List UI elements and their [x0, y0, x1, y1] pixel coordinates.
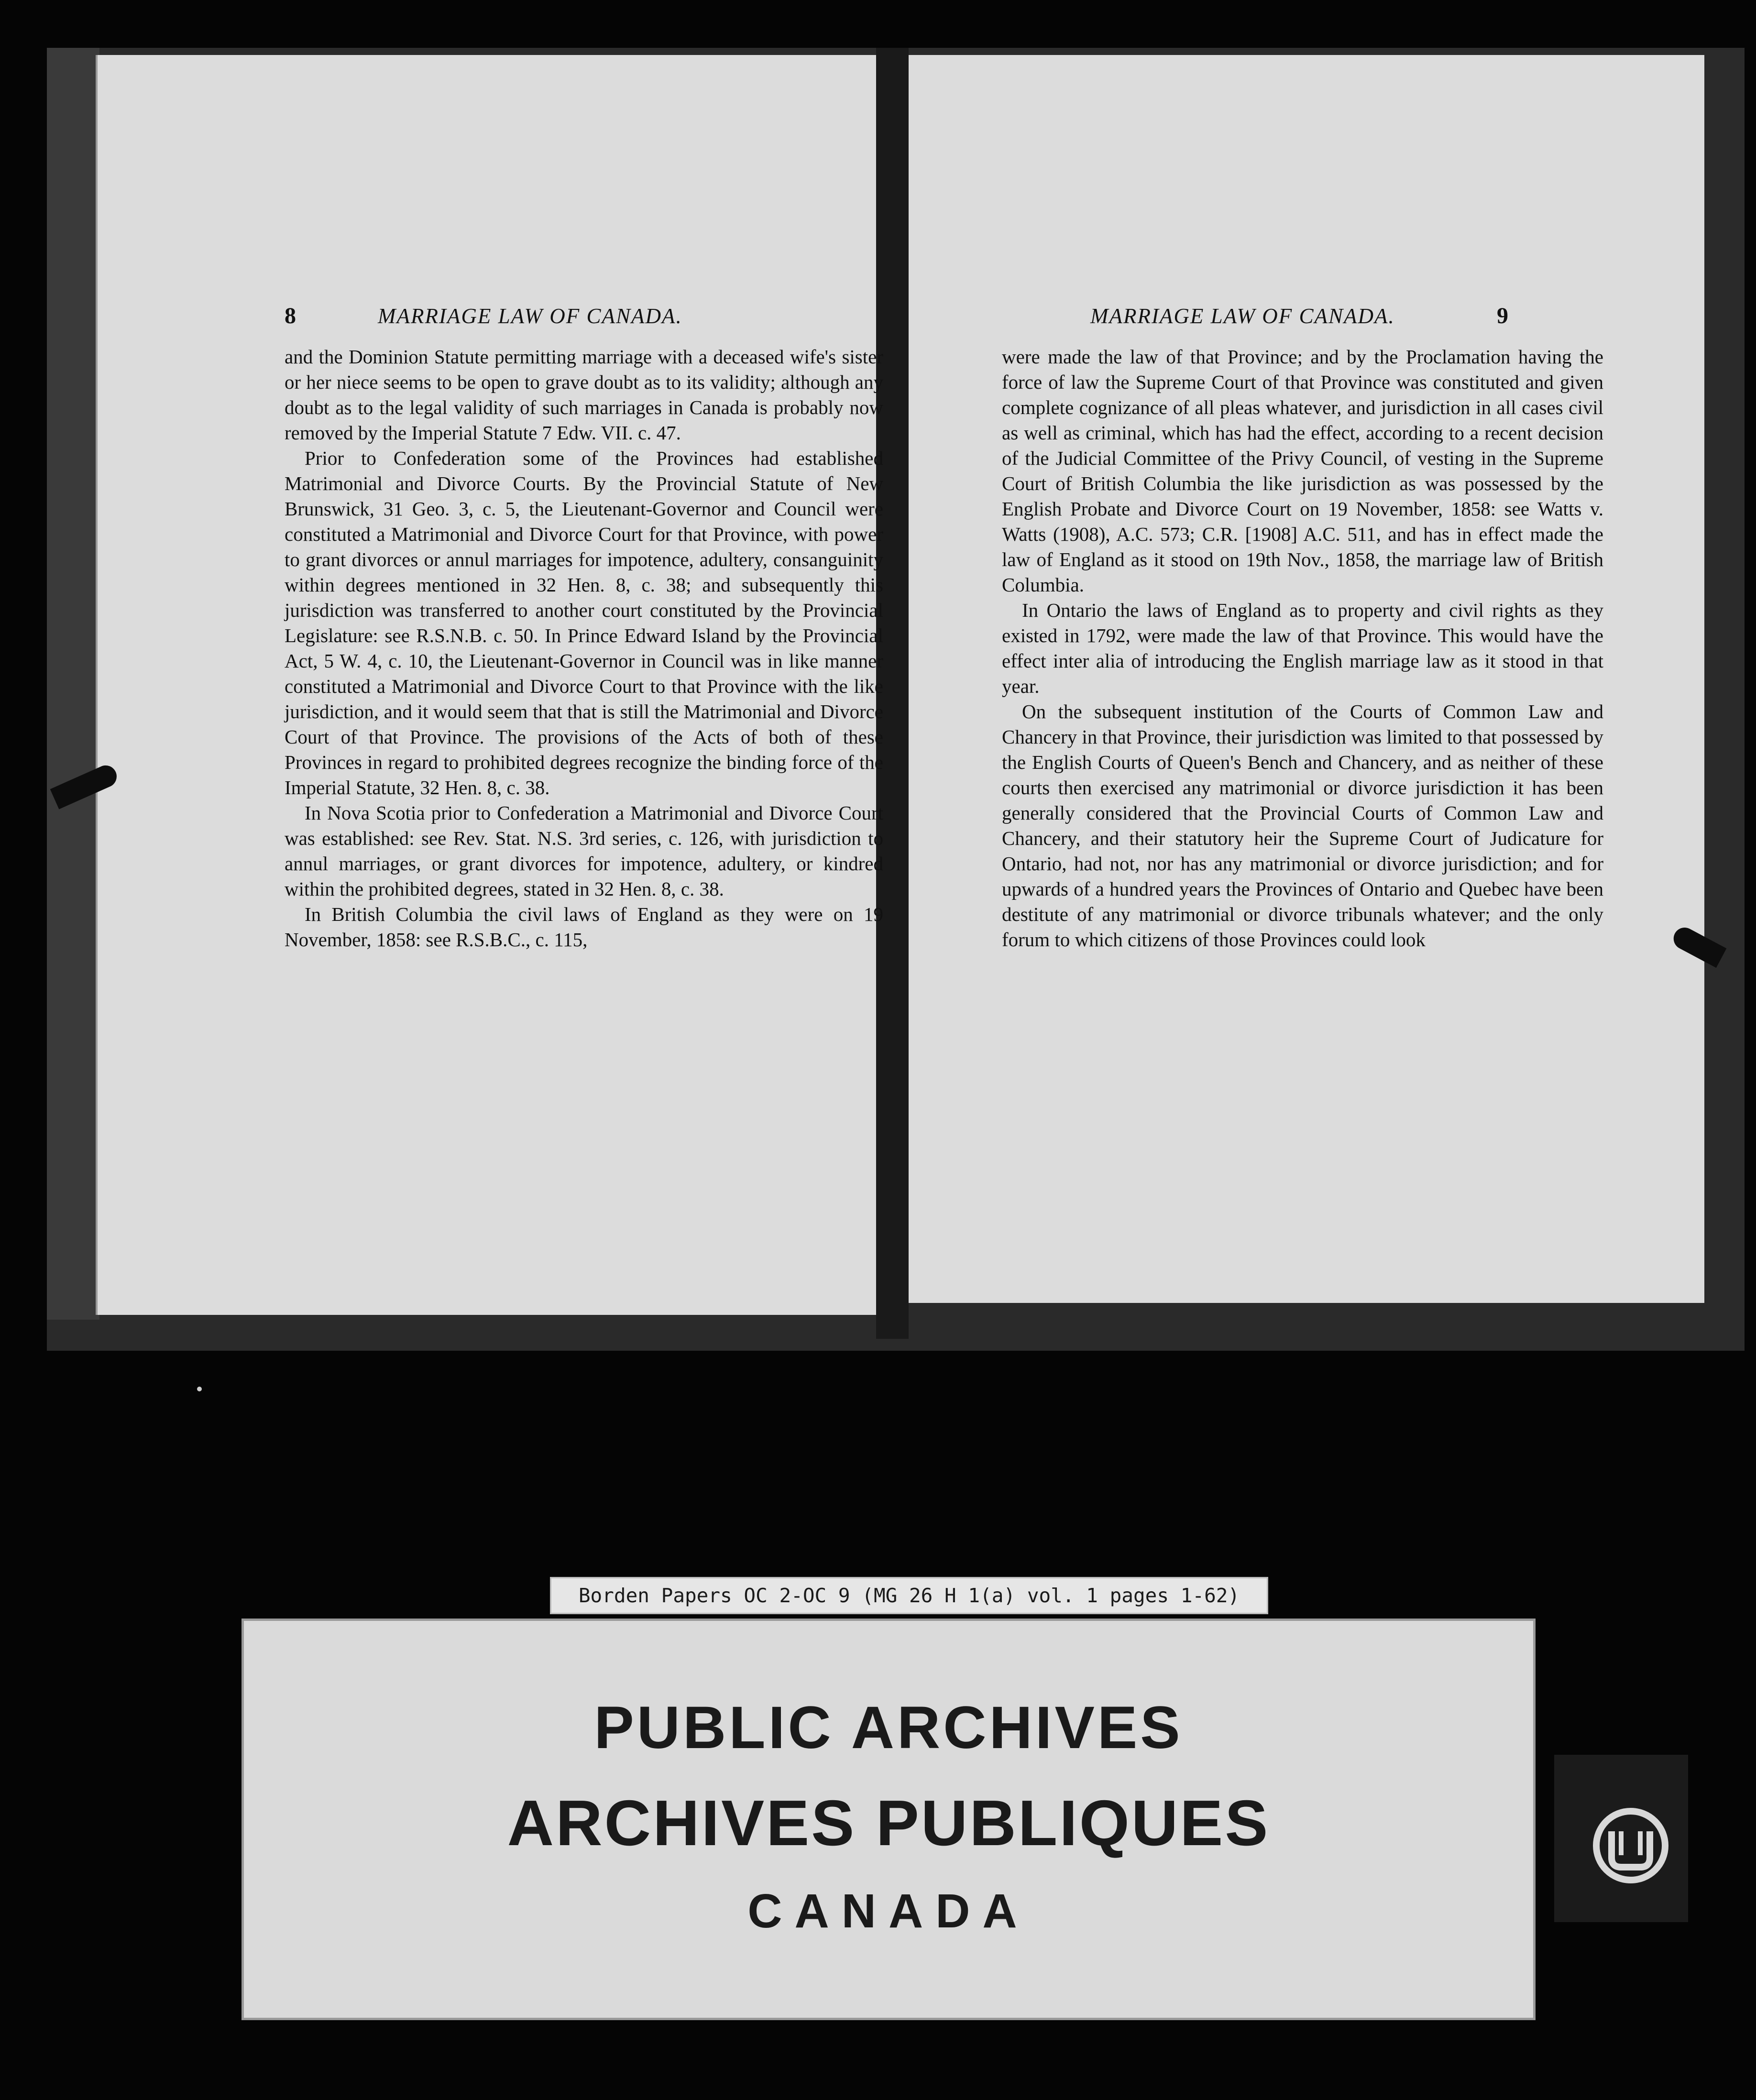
page-number: 9 [1497, 303, 1508, 328]
paragraph: In Nova Scotia prior to Confederation a Matrimonial and Divorce Court was established: see Rev. Stat. N.S. 3rd series, c. 126, with jurisdiction to annul marriages, or grant divorces for impotence, adultery, or kindred within the prohibited degrees, stated in 32 Hen. 8, c. 38. [285, 802, 883, 900]
right-page [909, 55, 1704, 1303]
paragraph: In British Columbia the civil laws of England as they were on 19 November, 1858: see R.S.B.C., c. 115, [285, 903, 883, 951]
paragraph: In Ontario the laws of England as to property and civil rights as they existed in 1792, were made the law of that Province. This would have the effect inter alia of introducing the English marriage law as it stood in that year. [1002, 599, 1603, 697]
archives-card [241, 1619, 1536, 2020]
paragraph: On the subsequent institution of the Courts of Common Law and Chancery in that Province, their jurisdiction was limited to that possessed by the English Courts of Queen's Bench and Chancery, and as neither of these courts then exercised any matrimonial or divorce jurisdiction it has been generally considered that the Provincial Courts of Common Law and Chancery, and their statutory heir the Supreme Court of Judicature for Ontario, had not, nor has any matrimonial or divorce jurisdiction; and for upwards of a hundred years the Provinces of Ontario and Quebec have been destitute of any matrimonial or divorce tribunals whatever; and the only forum to which citizens of those Provinces could look [1002, 700, 1603, 951]
card-country: CANADA [747, 1884, 1030, 1938]
book-edge [47, 48, 99, 1320]
left-page [96, 55, 883, 1315]
card-title-english: PUBLIC ARCHIVES [594, 1695, 1183, 1761]
running-head: MARRIAGE LAW OF CANADA. [378, 304, 682, 328]
page-number: 8 [285, 303, 296, 328]
paragraph: were made the law of that Province; and by the Proclamation having the force of law the Supreme Court of that Province was constituted and given complete cognizance of all pleas whatever, and jurisdiction in all cases civil as well as criminal, which has had the effect, according to a recent decision of the Judicial Committee of the Privy Council, of vesting in the Supreme Court of British Columbia the like jurisdiction as was possessed by the English Probate and Divorce Court on 19 November, 1858: see Watts v. Watts (1908), A.C. 573; C.R. [1908] A.C. 511, and has in effect made the law of England as it stood on 19th Nov., 1858, the marriage law of British Columbia. [1002, 346, 1603, 596]
body-text [285, 344, 883, 952]
reference-label: Borden Papers OC 2-OC 9 (MG 26 H 1(a) vol. 1 pages 1-62) [550, 1577, 1268, 1614]
running-head: MARRIAGE LAW OF CANADA. [1090, 304, 1395, 328]
card-title-french: ARCHIVES PUBLIQUES [507, 1787, 1270, 1859]
paragraph: and the Dominion Statute permitting marriage with a deceased wife's sister or her niece seems to be open to grave doubt as to its validity; although any doubt as to the legal validity of such marriages in Canada is probably now removed by the Imperial Statute 7 Edw. VII. c. 47. [285, 346, 883, 444]
paragraph: Prior to Confederation some of the Provinces had established Matrimonial and Divorce Courts. By the Provincial Statute of New Brunswick, 31 Geo. 3, c. 5, the Lieutenant-Governor and Council were constituted a Matrimonial and Divorce Court for that Province, with power to grant divorces or annul marriages for impotence, adultery, consanguinity within degrees mentioned in 32 Hen. 8, c. 38; and subsequently this jurisdiction was transferred to another court constituted by the Provincial Legislature: see R.S.N.B. c. 50. In Prince Edward Island by the Provincial Act, 5 W. 4, c. 10, the Lieutenant-Governor in Council was in like manner constituted a Matrimonial and Divorce Court to that Province with the like jurisdiction, and it would seem that that is still the Matrimonial and Divorce Court of that Province. The provisions of the Acts of both of these Provinces in regard to prohibited degrees recognize the binding force of the Imperial Statute, 32 Hen. 8, c. 38. [285, 447, 883, 798]
archives-logo-icon [1588, 1803, 1674, 1889]
body-text [1002, 344, 1603, 952]
